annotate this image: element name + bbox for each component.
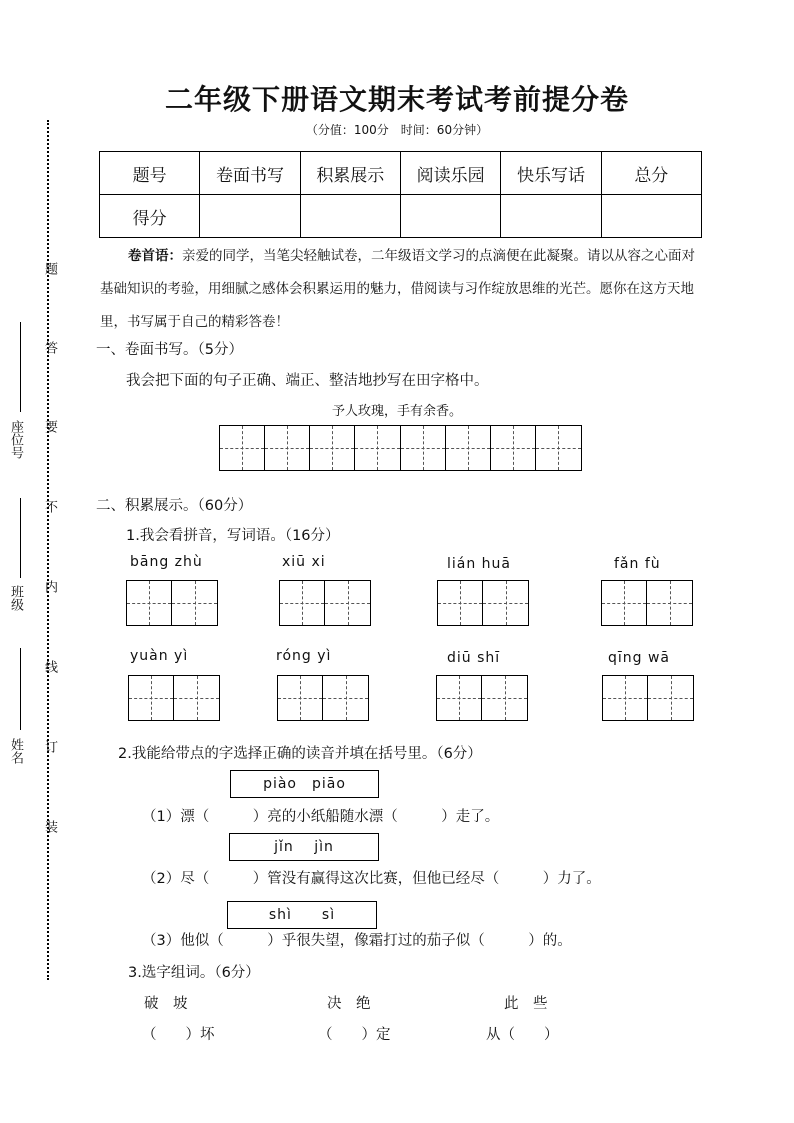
section-1-instruction: 我会把下面的句子正确、端正、整洁地抄写在田字格中。	[126, 373, 489, 389]
fill-in-line[interactable]: （3）他似（ ）乎很失望，像霜打过的茄子似（ ）的。	[142, 933, 572, 949]
score-table	[99, 151, 702, 238]
score-table-header: 积累展示	[300, 152, 400, 195]
seal-char: 题	[42, 262, 57, 275]
word-grid[interactable]	[601, 580, 693, 626]
seal-char: 内	[42, 580, 57, 593]
seat-number-label: 座位号	[8, 420, 23, 459]
score-table-header: 总分	[601, 152, 701, 195]
question-3-title: 3.选字组词。（6分）	[128, 965, 260, 981]
pinyin-prompt: qīng wā	[608, 650, 671, 666]
char-choice: 决 绝	[327, 996, 371, 1012]
page-title: 二年级下册语文期末考试考前提分卷	[164, 83, 629, 116]
fill-in-line[interactable]: （2）尽（ ）管没有赢得这次比赛，但他已经尽（ ）力了。	[142, 871, 601, 887]
seal-char: 答	[42, 341, 57, 354]
fill-in-line[interactable]: （1）漂（ ）亮的小纸船随水漂（ ）走了。	[142, 809, 500, 825]
score-cell[interactable]	[601, 195, 701, 238]
word-grid[interactable]	[602, 675, 694, 721]
intro-paragraph	[100, 240, 700, 339]
word-grid[interactable]	[436, 675, 528, 721]
score-cell[interactable]	[501, 195, 601, 238]
question-2-title: 2.我能给带点的字选择正确的读音并填在括号里。（6分）	[118, 746, 482, 762]
seal-char: 订	[42, 740, 57, 753]
pronunciation-options: shì sì	[227, 901, 377, 929]
intro-text: 亲爱的同学，当笔尖轻触试卷，二年级语文学习的点滴便在此凝聚。请以从容之心面对基础知识的考验，用细腻之感体会积累运用的魅力，借阅读与习作绽放思维的光芒。愿你在这方天地里，书写属于自己的精彩答卷！	[100, 248, 695, 330]
intro-label: 卷首语：	[128, 248, 182, 264]
pinyin-prompt: xiū xi	[282, 554, 326, 570]
exam-info: （分值：100分 时间：60分钟）	[305, 123, 489, 137]
seal-char: 装	[42, 820, 57, 833]
score-row-label: 得分	[100, 195, 200, 238]
pronunciation-options: jǐn jìn	[229, 833, 379, 861]
word-blank[interactable]: （ ）定	[318, 1027, 391, 1043]
score-table-header: 题号	[100, 152, 200, 195]
score-table-header: 卷面书写	[200, 152, 300, 195]
char-choice: 破 坡	[144, 996, 188, 1012]
seat-number-blank[interactable]	[20, 322, 21, 412]
word-blank[interactable]: （ ）坏	[142, 1027, 215, 1043]
word-grid[interactable]	[437, 580, 529, 626]
question-1-title: 1.我会看拼音，写词语。（16分）	[126, 528, 340, 544]
pinyin-prompt: róng yì	[276, 648, 332, 664]
name-blank[interactable]	[20, 648, 21, 730]
class-label: 班级	[8, 585, 23, 611]
class-blank[interactable]	[20, 498, 21, 578]
section-2-title: 二、积累展示。（60分）	[96, 498, 253, 514]
char-choice: 此 些	[504, 996, 548, 1012]
copy-sentence: 予人玫瑰，手有余香。	[331, 404, 462, 419]
word-grid[interactable]	[277, 675, 369, 721]
word-grid[interactable]	[128, 675, 220, 721]
pinyin-prompt: bāng zhù	[130, 554, 203, 570]
pinyin-prompt: fǎn fù	[614, 556, 661, 572]
score-cell[interactable]	[200, 195, 300, 238]
score-cell[interactable]	[400, 195, 500, 238]
seal-char: 要	[42, 420, 57, 433]
score-table-header: 阅读乐园	[400, 152, 500, 195]
word-grid[interactable]	[126, 580, 218, 626]
pinyin-prompt: diū shī	[447, 650, 501, 666]
name-label: 姓名	[8, 738, 23, 764]
word-grid[interactable]	[279, 580, 371, 626]
pronunciation-options: piào piāo	[230, 770, 379, 798]
score-cell[interactable]	[300, 195, 400, 238]
word-blank[interactable]: 从（ ）	[486, 1027, 559, 1043]
section-1-title: 一、卷面书写。（5分）	[96, 342, 243, 358]
binding-dotted-line	[47, 120, 49, 980]
seal-char: 不	[42, 500, 57, 513]
score-table-header: 快乐写话	[501, 152, 601, 195]
pinyin-prompt: yuàn yì	[130, 648, 189, 664]
pinyin-prompt: lián huā	[447, 556, 512, 572]
copy-grid[interactable]	[219, 425, 582, 471]
seal-char: 线	[42, 660, 57, 673]
